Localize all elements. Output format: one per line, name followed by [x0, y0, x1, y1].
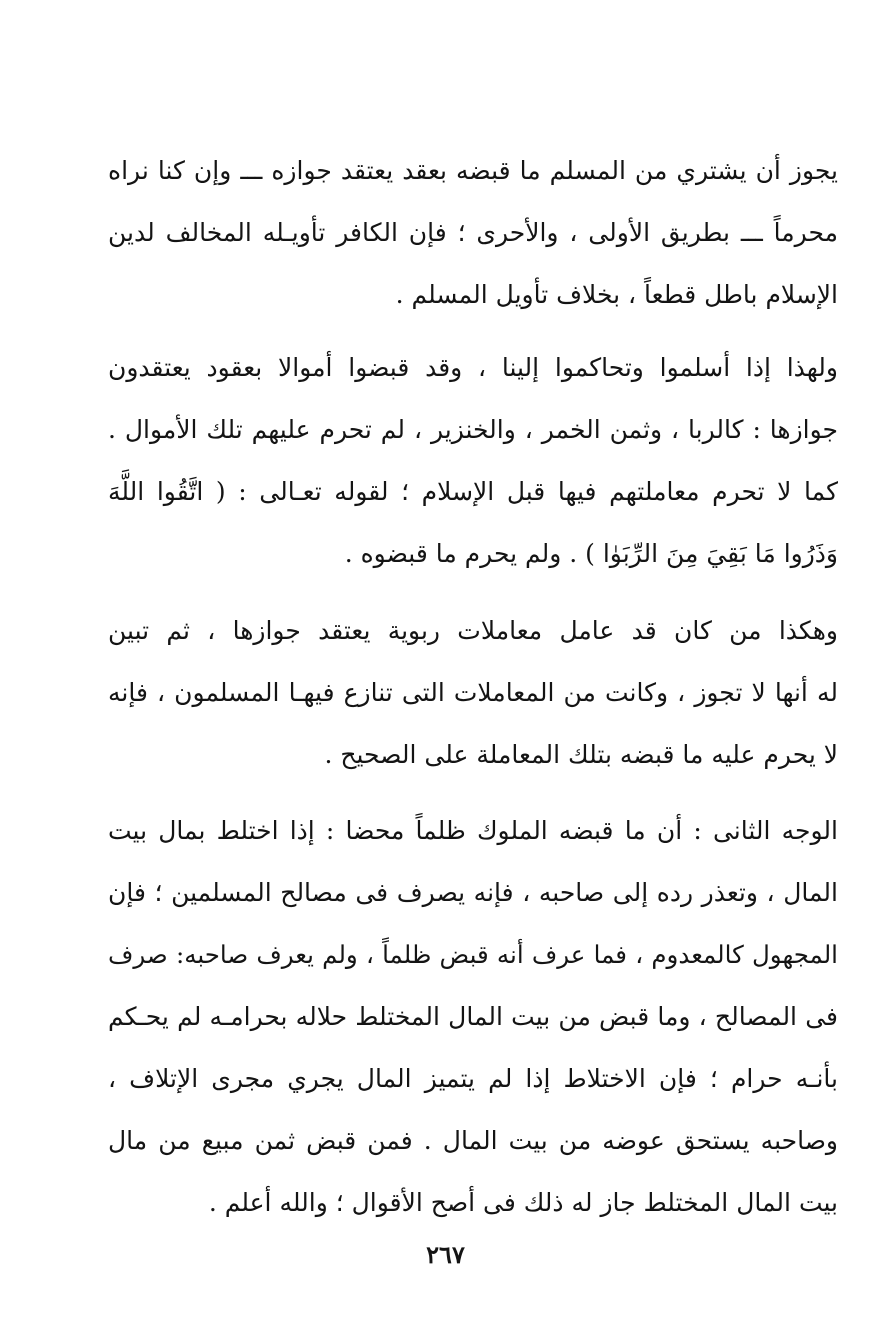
text-line: وَذَرُوا مَا بَقِيَ مِنَ الرِّبَوٰا ) . ولم يحرم ما قبضوه .	[344, 539, 838, 568]
text-line: وصاحبه يستحق عوضه من بيت المال . فمن قبض ثمن مبيع من مال	[108, 1126, 838, 1155]
paragraph-2	[108, 337, 838, 585]
text-line: المال ، وتعذر رده إلى صاحبه ، فإنه يصرف فى مصالح المسلمين ؛ فإن	[108, 878, 838, 907]
text-line: ولهذا إذا أسلموا وتحاكموا إلينا ، وقد قبضوا أموالا بعقود يعتقدون	[108, 353, 838, 382]
text-line: المجهول كالمعدوم ، فما عرف أنه قبض ظلماً ، ولم يعرف صاحبه: صرف	[108, 940, 838, 969]
paragraph-3	[108, 600, 838, 786]
text-line: بأنـه حرام ؛ فإن الاختلاط إذا لم يتميز المال يجري مجرى الإتلاف ،	[108, 1064, 838, 1093]
text-line: وهكذا من كان قد عامل معاملات ربوية يعتقد جوازها ، ثم تبين	[108, 616, 838, 645]
page-number: ٢٦٧	[426, 1240, 465, 1269]
text-line: الوجه الثانى : أن ما قبضه الملوك ظلماً محضا : إذا اختلط بمال بيت	[108, 816, 838, 845]
text-line: الإسلام باطل قطعاً ، بخلاف تأويل المسلم .	[395, 280, 838, 309]
text-line: كما لا تحرم معاملتهم فيها قبل الإسلام ؛ لقوله تعـالى : ( اتَّقُوا اللَّهَ	[108, 477, 838, 506]
text-line: جوازها : كالربا ، وثمن الخمر ، والخنزير ، لم تحرم عليهم تلك الأموال .	[108, 415, 838, 444]
text-line: بيت المال المختلط جاز له ذلك فى أصح الأقوال ؛ والله أعلم .	[208, 1188, 838, 1217]
text-line: يجوز أن يشتري من المسلم ما قبضه بعقد يعتقد جوازه ـــ وإن كنا نراه	[108, 156, 838, 185]
text-line: محرماً ـــ بطريق الأولى ، والأحرى ؛ فإن الكافر تأويـله المخالف لدين	[108, 218, 838, 247]
text-line: له أنها لا تجوز ، وكانت من المعاملات التى تنازع فيهـا المسلمون ، فإنه	[108, 678, 838, 707]
text-line: فى المصالح ، وما قبض من بيت المال المختلط حلاله بحرامـه لم يحـكم	[108, 1002, 838, 1031]
paragraph-1	[108, 140, 838, 326]
text-line: لا يحرم عليه ما قبضه بتلك المعاملة على الصحيح .	[324, 740, 838, 769]
paragraph-4	[108, 800, 838, 1234]
